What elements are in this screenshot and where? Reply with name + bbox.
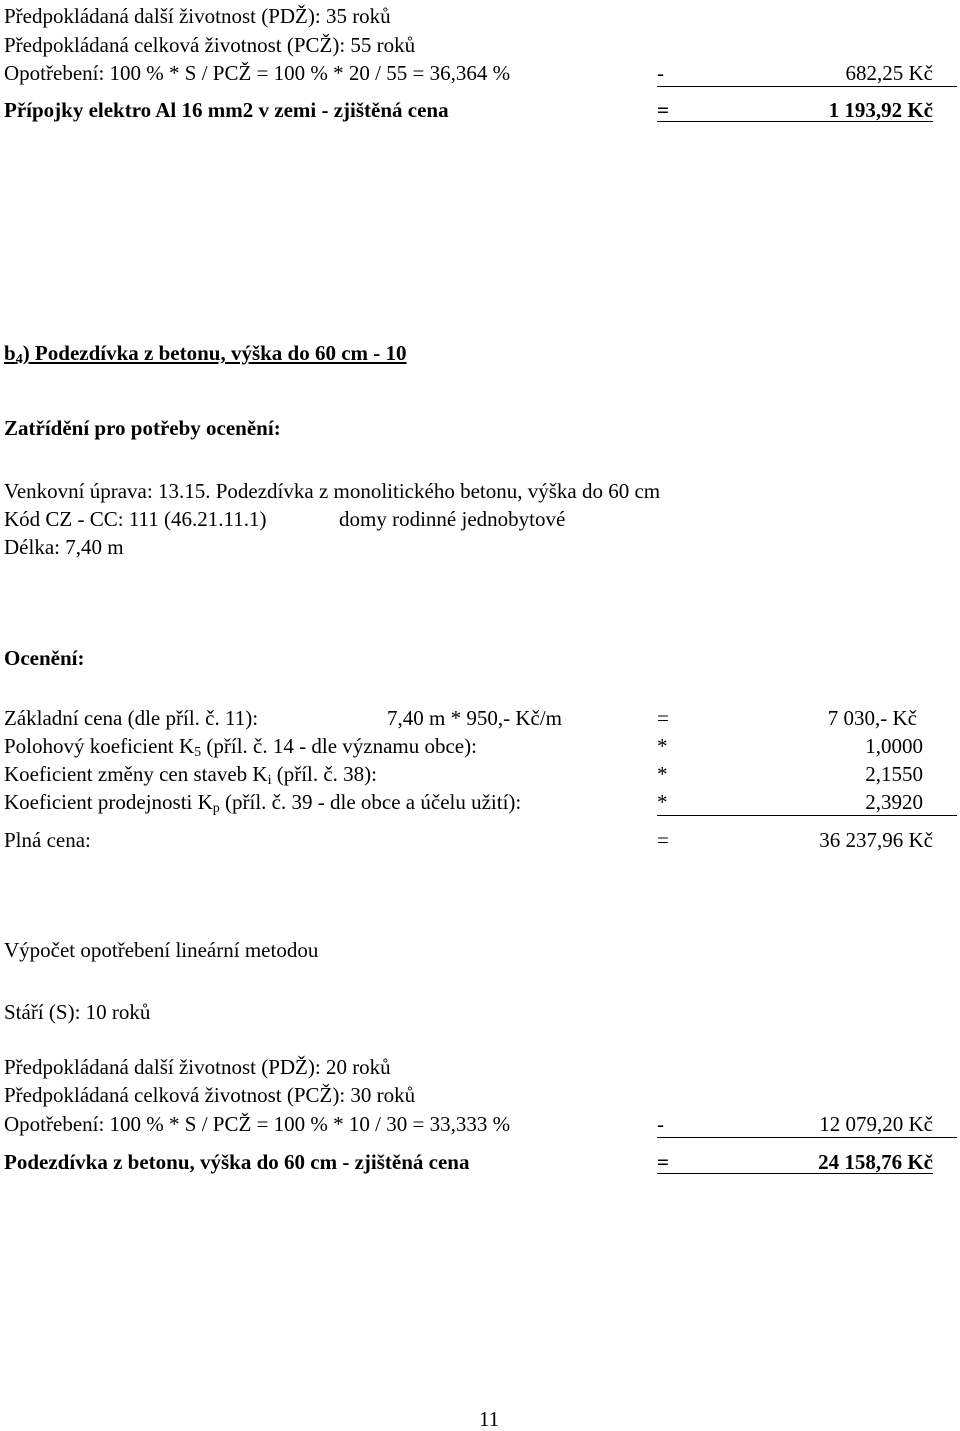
- depreciation-heading: Výpočet opotřebení lineární metodou: [4, 938, 319, 962]
- saleability-coef-value: 2,3920: [865, 790, 923, 814]
- sum-rule: [657, 86, 957, 87]
- remaining-life-line: Předpokládaná další životnost (PDŽ): 20 roků: [4, 1055, 391, 1079]
- base-price-label: Základní cena (dle příl. č. 11):: [4, 706, 259, 730]
- valuation-heading: Ocenění:: [4, 646, 85, 670]
- full-price-operator: =: [657, 828, 669, 852]
- section-quantity: 10: [385, 341, 407, 365]
- depreciation-amount: 12 079,20 Kč: [819, 1112, 933, 1136]
- depreciation-operator: -: [657, 1112, 664, 1136]
- foundation-result-operator: =: [657, 1150, 669, 1174]
- full-price-value: 36 237,96 Kč: [819, 828, 933, 852]
- outdoor-work-line: Venkovní úprava: 13.15. Podezdívka z monolitického betonu, výška do 60 cm: [4, 479, 661, 503]
- location-coef-operator: *: [657, 734, 668, 758]
- price-change-coef-label: [4, 762, 377, 786]
- length-line: Délka: 7,40 m: [4, 535, 124, 559]
- depreciation-operator: -: [657, 61, 664, 85]
- depreciation-formula: Opotřebení: 100 % * S / PCŽ = 100 % * 20 / 55 = 36,364 %: [4, 61, 511, 85]
- section-letter: b: [4, 341, 16, 365]
- price-change-coef-prefix: Koeficient změny cen staveb K: [4, 762, 268, 786]
- location-coef-subscript: 5: [194, 745, 202, 760]
- price-change-coef-subscript: i: [267, 773, 272, 788]
- code-description: domy rodinné jednobytové: [339, 507, 566, 531]
- connection-result-label: Přípojky elektro Al 16 mm2 v zemi - zjištěná cena: [4, 98, 449, 122]
- code-line: Kód CZ - CC: 111 (46.21.11.1): [4, 507, 267, 531]
- saleability-coef-label: [4, 790, 521, 814]
- location-coef-label: [4, 734, 477, 758]
- depreciation-formula: Opotřebení: 100 % * S / PCŽ = 100 % * 10 / 30 = 33,333 %: [4, 1112, 511, 1136]
- saleability-coef-prefix: Koeficient prodejnosti K: [4, 790, 213, 814]
- remaining-life-line: Předpokládaná další životnost (PDŽ): 35 roků: [4, 4, 391, 28]
- location-coef-value: 1,0000: [865, 734, 923, 758]
- saleability-coef-subscript: p: [212, 801, 220, 816]
- connection-result-operator: =: [657, 98, 669, 122]
- location-coef-prefix: Polohový koeficient K: [4, 734, 195, 758]
- depreciation-amount: 682,25 Kč: [845, 61, 933, 85]
- price-change-coef-operator: *: [657, 762, 668, 786]
- total-life-line: Předpokládaná celková životnost (PCŽ): 30 roků: [4, 1083, 416, 1107]
- section-subscript: 4: [15, 352, 23, 367]
- base-price-operator: =: [657, 706, 669, 730]
- saleability-coef-suffix: (příl. č. 39 - dle obce a účelu užití):: [219, 790, 522, 814]
- base-price-value: 7 030,- Kč: [827, 706, 917, 730]
- full-price-label: Plná cena:: [4, 828, 91, 852]
- classification-heading: Zatřídění pro potřeby ocenění:: [4, 416, 281, 440]
- price-change-coef-value: 2,1550: [865, 762, 923, 786]
- price-change-coef-suffix: (příl. č. 38):: [271, 762, 378, 786]
- age-line: Stáří (S): 10 roků: [4, 1000, 151, 1024]
- location-coef-suffix: (příl. č. 14 - dle významu obce):: [201, 734, 477, 758]
- saleability-coef-operator: *: [657, 790, 668, 814]
- foundation-result-amount: 24 158,76 Kč: [818, 1150, 933, 1174]
- section-heading: [4, 341, 407, 365]
- result-underline: [657, 121, 933, 122]
- section-title: ) Podezdívka z betonu, výška do 60 cm -: [22, 341, 386, 365]
- base-price-calc: 7,40 m * 950,- Kč/m: [387, 706, 562, 730]
- sum-rule: [657, 815, 957, 816]
- foundation-result-label: Podezdívka z betonu, výška do 60 cm - zjištěná cena: [4, 1150, 470, 1174]
- sum-rule: [657, 1137, 957, 1138]
- connection-result-amount: 1 193,92 Kč: [828, 98, 933, 122]
- page-number: 11: [479, 1407, 500, 1431]
- result-underline: [657, 1173, 933, 1174]
- total-life-line: Předpokládaná celková životnost (PCŽ): 55 roků: [4, 33, 416, 57]
